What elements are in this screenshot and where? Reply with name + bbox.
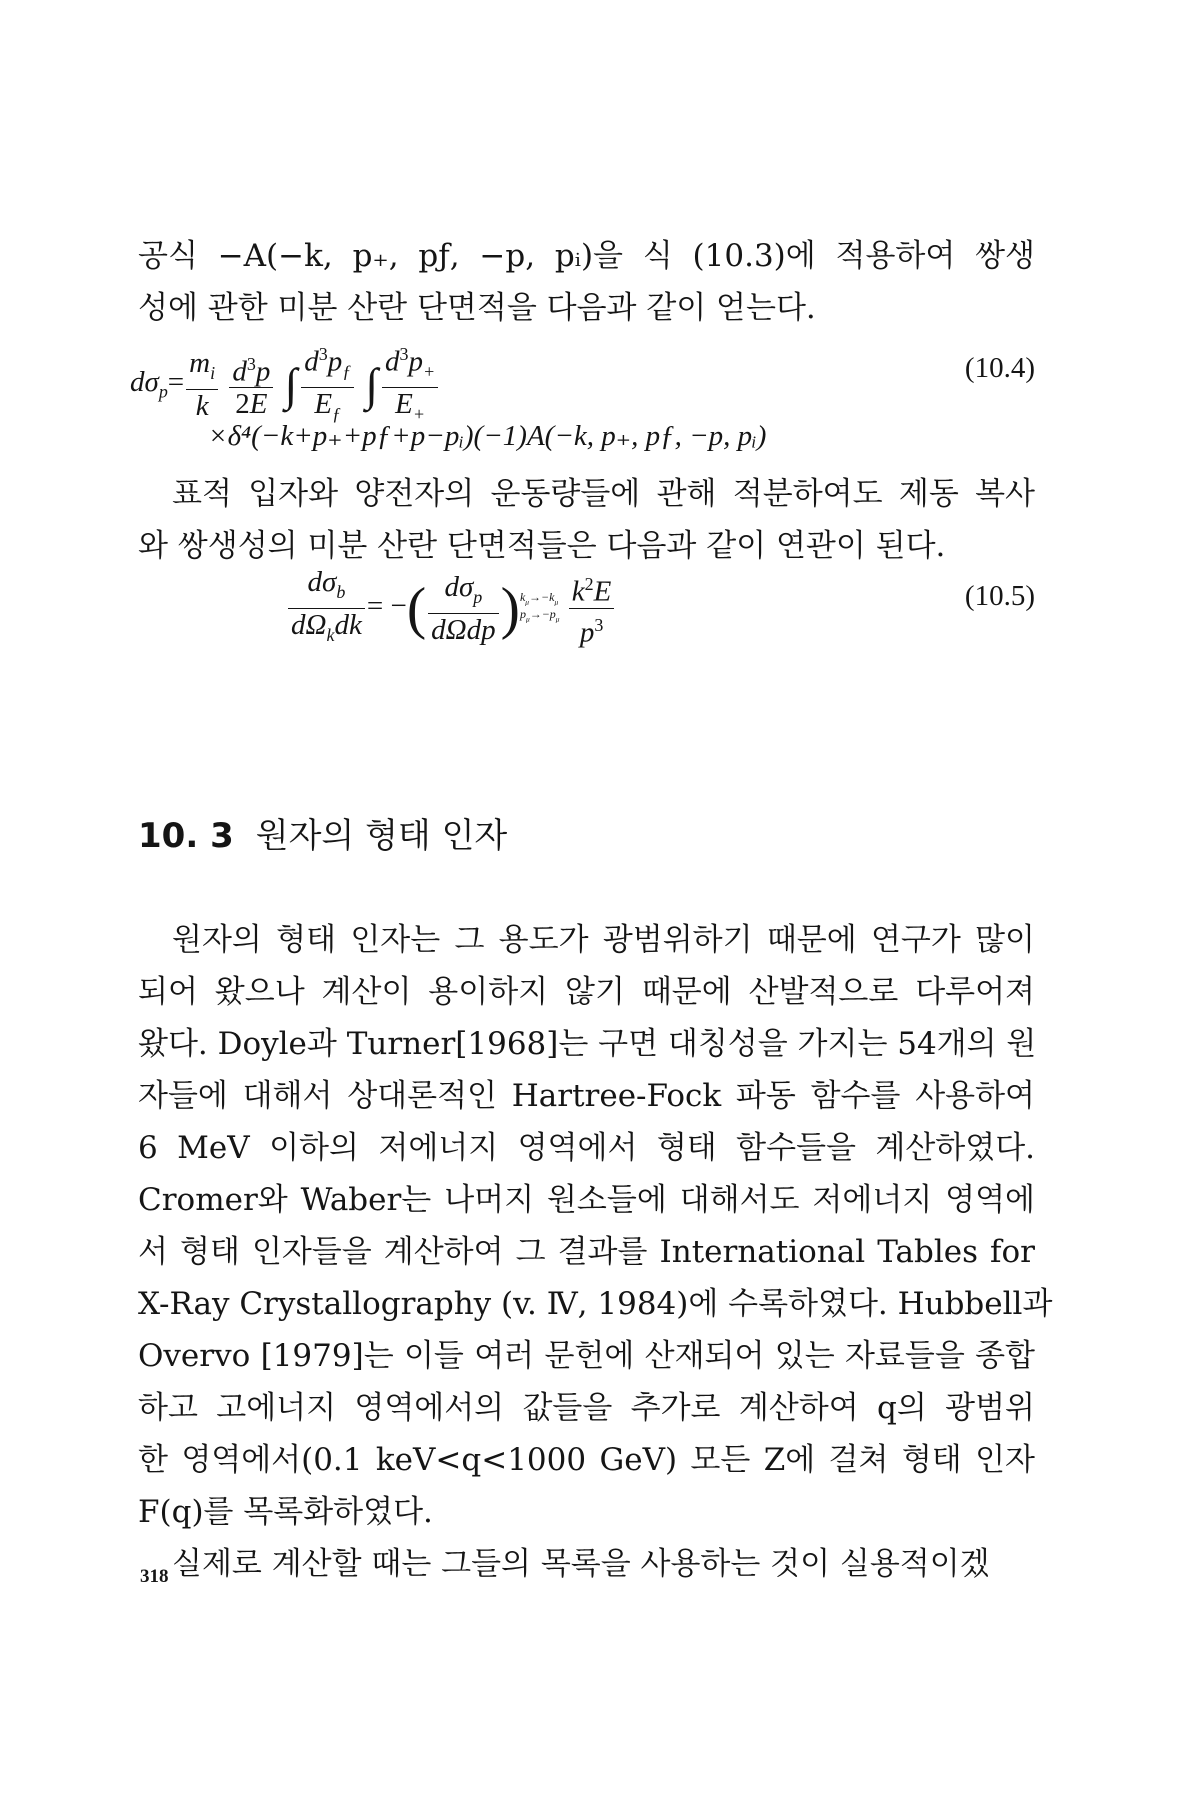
section-number: 10. 3 [138, 816, 234, 856]
text-line: 하고 고에너지 영역에서의 값들을 추가로 계산하여 q의 광범위 [138, 1390, 1035, 1426]
text-line: 실제로 계산할 때는 그들의 목록을 사용하는 것이 실용적이겠 [172, 1546, 990, 1582]
middle-paragraph [138, 468, 1035, 572]
equation-10-4-line-2: ×δ⁴(−k+p₊+pƒ+p−pᵢ)(−1)A(−k, p₊, pƒ, −p, pᵢ) [208, 420, 767, 452]
text-line: Overvo [1979]는 이들 여러 문헌에 산재되어 있는 자료들을 종합 [138, 1338, 1035, 1374]
equation-number: (10.4) [964, 352, 1035, 384]
intro-paragraph [138, 230, 1035, 334]
equation-number: (10.5) [964, 580, 1035, 612]
last-paragraph [138, 1538, 1035, 1590]
equation-10-5: $\frac{d\sigma_b}{d\Omega_kdk}$ = −( $\frac{d\sigma_p}{\text{dΩdp}}$ )$k_\mu\to-k_\mu$ $p_\mu\to-p_\mu$ $\frac{k^2E}{p^3}$ [286, 566, 616, 651]
text-line: 표적 입자와 양전자의 운동량들에 관해 적분하여도 제동 복사 [172, 476, 1035, 512]
text-line: 공식 −A(−k, p₊, pƒ, −p, pᵢ)을 식 (10.3)에 적용하여 쌍생 [138, 238, 1035, 274]
text-line: 되어 왔으나 계산이 용이하지 않기 때문에 산발적으로 다루어져 [138, 974, 1035, 1010]
text-line: X-Ray Crystallography (v. Ⅳ, 1984)에 수록하였다. Hubbell과 [138, 1286, 1053, 1322]
text-line: 서 형태 인자들을 계산하여 그 결과를 International Tables for [138, 1234, 1035, 1270]
page-number: 318 [140, 1566, 169, 1587]
text-line: 6 MeV 이하의 저에너지 영역에서 형태 함수들을 계산하였다. [138, 1130, 1035, 1166]
text-line: 와 쌍생성의 미분 산란 단면적들은 다음과 같이 연관이 된다. [138, 528, 946, 564]
text-line: 성에 관한 미분 산란 단면적을 다음과 같이 얻는다. [138, 290, 816, 326]
text-line: 원자의 형태 인자는 그 용도가 광범위하기 때문에 연구가 많이 [172, 922, 1035, 958]
text-line: F(q)를 목록화하였다. [138, 1494, 433, 1530]
text-line: 한 영역에서(0.1 keV<q<1000 GeV) 모든 Z에 걸쳐 형태 인자 [138, 1442, 1035, 1478]
body-paragraph [138, 914, 1053, 1538]
text-line: Cromer와 Waber는 나머지 원소들에 대해서도 저에너지 영역에 [138, 1182, 1035, 1218]
section-heading [138, 808, 507, 857]
text-line: 왔다. Doyle과 Turner[1968]는 구면 대칭성을 가지는 54개의 원 [138, 1026, 1037, 1062]
section-title: 원자의 형태 인자 [255, 816, 508, 856]
equation-10-4-line-1: $d\sigma_p=$ $\frac{m_i}{k}$ $\frac{d^3p}{2E}$ ∫ $\frac{d^3p_ƒ}{E_ƒ}$ ∫ $\frac{d^3p_+}{E_+}$ [130, 338, 440, 430]
text-line: 자들에 대해서 상대론적인 Hartree-Fock 파동 함수를 사용하여 [138, 1078, 1035, 1114]
